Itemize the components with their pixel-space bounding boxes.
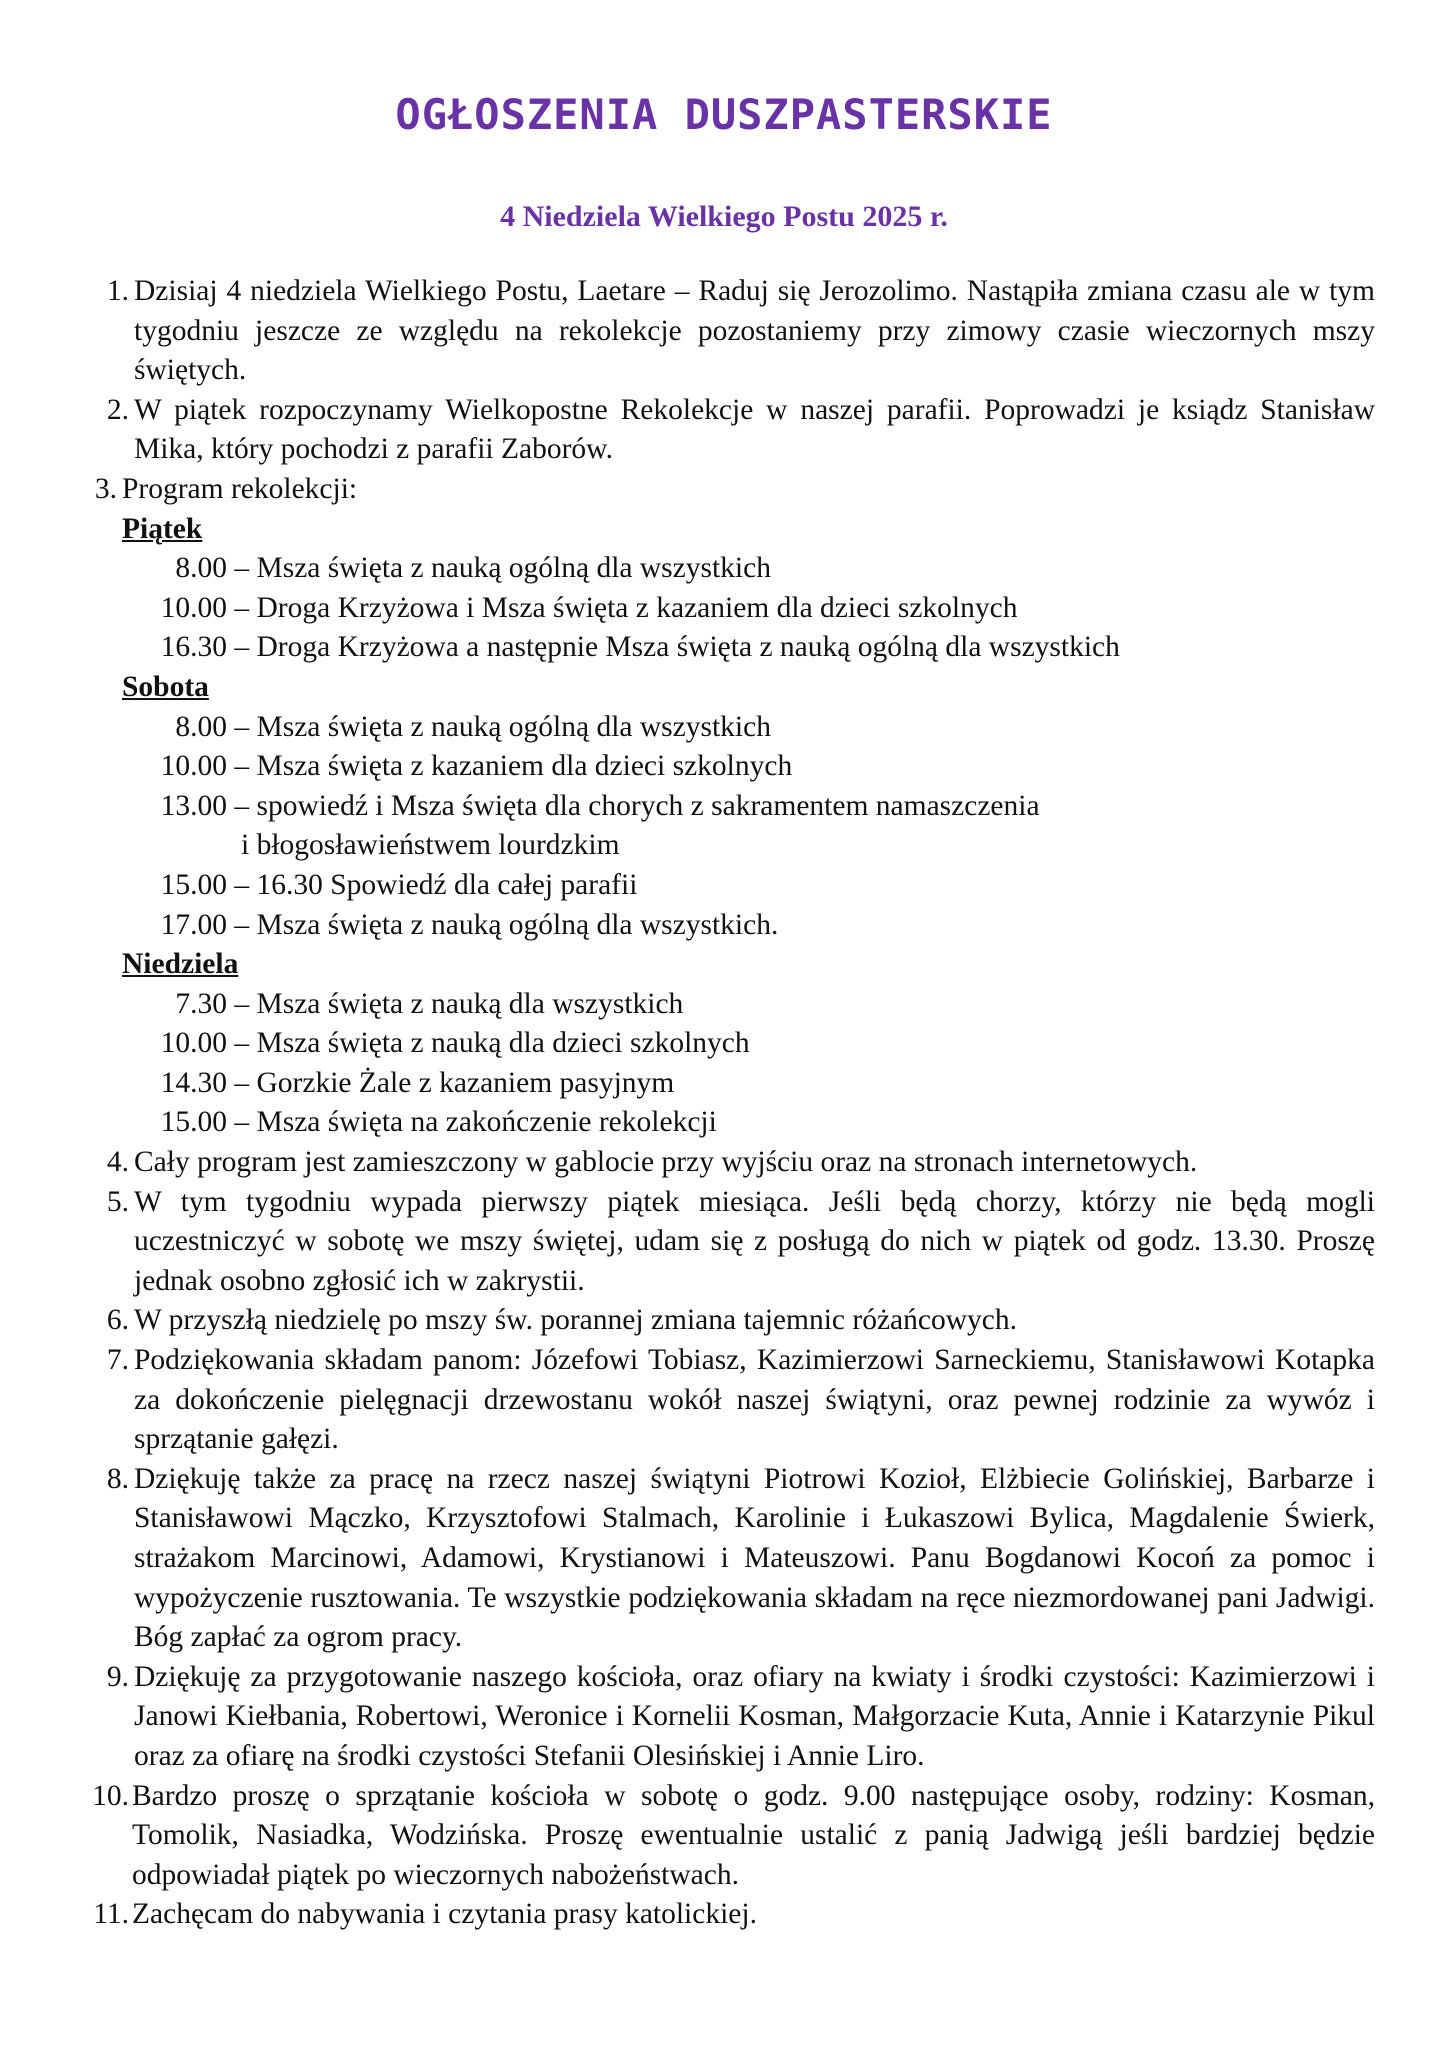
item-text: Zachęcam do nabywania i czytania prasy katolickiej. <box>132 1898 757 1931</box>
announcement-item <box>85 391 1375 470</box>
announcement-item <box>85 1658 1375 1777</box>
announcement-item <box>85 1341 1375 1460</box>
program-desc: – Droga Krzyżowa a następnie Msza święta z nauką ogólną dla wszystkich <box>227 631 1120 664</box>
item-text: Program rekolekcji: <box>122 472 358 505</box>
program-time: 10.00 <box>160 750 227 783</box>
item-text: Dziękuję za przygotowanie naszego kościoła, oraz ofiary na kwiaty i środki czystości: Kazimierzowi i Janowi Kiełbania, Robertowi, Weronice i Kornelii Kosman, Małgorzacie Kuta, Annie i Katarzynie Pikul oraz za ofiarę na środki czystości Stefanii Olesińskiej i Annie Liro. <box>134 1660 1375 1772</box>
program-desc: – Msza święta z kazaniem dla dzieci szkolnych <box>227 750 793 783</box>
program-desc: – Msza święta z nauką ogólną dla wszystkich. <box>227 908 779 941</box>
program-entry <box>121 866 1375 906</box>
item-number: 5. <box>106 1185 129 1218</box>
program-day-heading: Piątek <box>122 512 203 545</box>
item-text: W piątek rozpoczynamy Wielkopostne Rekolekcje w naszej parafii. Poprowadzi je ksiądz Stanisław Mika, który pochodzi z parafii Zaborów. <box>134 393 1375 466</box>
program-entry <box>121 549 1375 589</box>
announcement-item <box>85 1143 1375 1183</box>
program-desc: – Msza święta z nauką dla dzieci szkolnych <box>227 1027 750 1060</box>
item-text: W przyszłą niedzielę po mszy św. porannej zmiana tajemnic różańcowych. <box>134 1304 1018 1337</box>
announcement-item <box>73 470 1375 510</box>
announcement-item <box>85 1895 1375 1935</box>
program-time: 15.00 <box>160 1106 227 1139</box>
announcement-item <box>85 1777 1375 1896</box>
item-text: Cały program jest zamieszczony w gablocie przy wyjściu oraz na stronach internetowych. <box>134 1146 1198 1179</box>
program-entry <box>121 906 1375 946</box>
program-desc: – Msza święta z nauką ogólną dla wszystkich <box>227 710 771 743</box>
program-desc: – 16.30 Spowiedź dla całej parafii <box>227 868 638 901</box>
announcement-list <box>85 272 1375 1935</box>
item-number: 1. <box>106 275 129 307</box>
program-desc: – Msza święta na zakończenie rekolekcji <box>227 1106 717 1139</box>
announcement-item <box>85 272 1375 391</box>
announcement-item <box>85 1183 1375 1302</box>
item-number: 8. <box>106 1462 129 1495</box>
program-time: 10.00 <box>160 591 227 624</box>
program-time: 16.30 <box>160 631 227 664</box>
item-text: Dziękuję także za pracę na rzecz naszej świątyni Piotrowi Kozioł, Elżbiecie Golińskiej, Barbarze i Stanisławowi Mączko, Krzysztofowi Stalmach, Karolinie i Łukaszowi Bylica, Magdalenie Świerk, strażakom Marcinowi, Adamowi, Krystianowi i Mateuszowi. Panu Bogdanowi Kocoń za pomoc i wypożyczenie rusztowania. Te wszystkie podziękowania składam na ręce niezmordowanej pani Jadwigi. Bóg zapłać za ogrom pracy. <box>134 1462 1375 1654</box>
item-number: 4. <box>106 1146 129 1179</box>
item-number: 6. <box>106 1304 129 1337</box>
item-text: W tym tygodniu wypada pierwszy piątek miesiąca. Jeśli będą chorzy, którzy nie będą mogli uczestniczyć w sobotę we mszy świętej, udam się z posługą do nich w piątek od godz. 13.30. Proszę jednak osobno zgłosić ich w zakrystii. <box>134 1185 1375 1297</box>
program-entry <box>121 708 1375 748</box>
item-number: 7. <box>106 1344 129 1377</box>
program-entry <box>121 628 1375 668</box>
program-entry <box>121 787 1375 827</box>
program-time: 7.30 <box>175 987 227 1020</box>
program-time: 10.00 <box>160 1027 227 1060</box>
announcement-item <box>85 1301 1375 1341</box>
item-number: 10. <box>92 1779 129 1812</box>
program-time: 14.30 <box>160 1066 227 1099</box>
program-desc: – spowiedź i Msza święta dla chorych z sakramentem namaszczenia <box>227 789 1040 822</box>
program-desc: – Msza święta z nauką ogólną dla wszystkich <box>227 552 771 585</box>
item-number: 9. <box>106 1660 129 1693</box>
program-time: 17.00 <box>160 908 227 941</box>
program-entry <box>121 1024 1375 1064</box>
program-entry <box>121 1064 1375 1104</box>
retreat-program <box>121 510 1375 1144</box>
program-time: 8.00 <box>175 710 227 743</box>
item-text: Podziękowania składam panom: Józefowi Tobiasz, Kazimierzowi Sarneckiemu, Stanisławowi Kotapka za dokończenie pielęgnacji drzewostanu wokół naszej świątyni, oraz pewnej rodzinie za wywóz i sprzątanie gałęzi. <box>134 1344 1375 1456</box>
program-entry <box>121 747 1375 787</box>
program-desc: – Gorzkie Żale z kazaniem pasyjnym <box>227 1066 675 1099</box>
page-subtitle: 4 Niedziela Wielkiego Postu 2025 r. <box>500 200 948 233</box>
program-desc: – Msza święta z nauką dla wszystkich <box>227 987 684 1020</box>
program-desc: – Droga Krzyżowa i Msza święta z kazaniem dla dzieci szkolnych <box>227 591 1018 624</box>
announcement-item <box>85 1460 1375 1658</box>
item-text: Bardzo proszę o sprzątanie kościoła w sobotę o godz. 9.00 następujące osoby, rodziny: Kosman, Tomolik, Nasiadka, Wodzińska. Proszę ewentualnie ustalić z panią Jadwigą jeśli bardziej będzie odpowiadał piątek po wieczornych nabożeństwach. <box>132 1779 1375 1891</box>
program-desc-continuation: i błogosławieństwem lourdzkim <box>241 829 620 862</box>
item-text: Dzisiaj 4 niedziela Wielkiego Postu, Laetare – Raduj się Jerozolimo. Nastąpiła zmiana czasu ale w tym tygodniu jeszcze ze względu na rekolekcje pozostaniemy przy zimowy czasie wieczornych mszy świętych. <box>134 275 1375 387</box>
item-number: 3. <box>94 472 117 505</box>
program-day-heading: Sobota <box>122 670 209 703</box>
program-time: 15.00 <box>160 868 227 901</box>
program-time: 8.00 <box>175 552 227 585</box>
program-entry <box>121 1103 1375 1143</box>
program-time: 13.00 <box>160 789 227 822</box>
item-number: 2. <box>106 393 129 426</box>
item-number: 11. <box>93 1898 129 1931</box>
program-day-heading: Niedziela <box>122 948 239 981</box>
program-entry <box>121 589 1375 629</box>
program-entry <box>121 985 1375 1025</box>
page-title: OGŁOSZENIA DUSZPASTERSKIE <box>395 90 1053 139</box>
